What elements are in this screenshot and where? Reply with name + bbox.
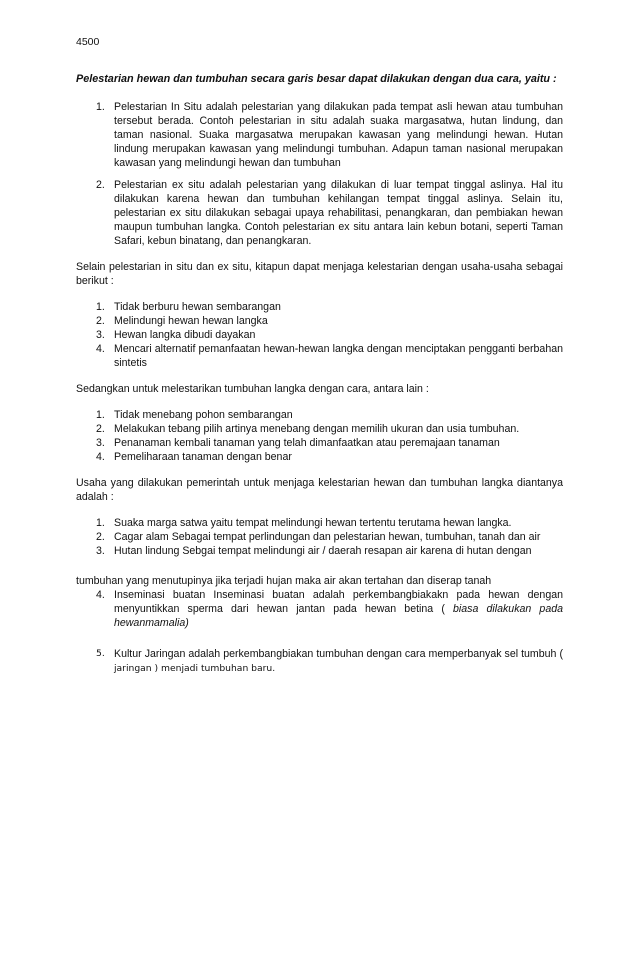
list-number: 1. xyxy=(96,409,105,421)
section3-list xyxy=(76,408,563,464)
list-item-text: Pelestarian ex situ adalah pelestarian yang dilakukan di luar tempat tinggal aslinya. Hal itu dilakukan karena hewan dan tumbuhan kehilangan tempat tinggal aslinya. Selain itu, pelestarian ex situ dilakukan sebagai upaya rehabilitasi, penangkaran, dan pembiakan hewan maupun tumbuhan langka. Contoh pelestarian ex situ antara lain kebun botani, seperti Taman Safari, kebun binatang, dan penangkaran. xyxy=(114,179,563,247)
list-number: 1. xyxy=(96,301,105,313)
list-item xyxy=(76,436,563,450)
italic-note: biasa dilakukan pada hewanmamalia) xyxy=(114,603,563,629)
list-item-text: Mencari alternatif pemanfaatan hewan-hewan langka dengan menciptakan pengganti berbahan sintetis xyxy=(114,343,563,369)
list-item xyxy=(76,450,563,464)
section2-list xyxy=(76,300,563,370)
list-number: 3. xyxy=(96,329,105,341)
page-number: 4500 xyxy=(76,36,100,48)
small-text: jaringan ) menjadi tumbuhan baru. xyxy=(114,663,276,674)
list-number: 4. xyxy=(96,343,105,355)
list-item-text: Tidak berburu hewan sembarangan xyxy=(114,301,281,313)
continuation-line: tumbuhan yang menutupinya jika terjadi hujan maka air akan tertahan dan diserap tanah xyxy=(76,575,492,587)
list-number: 3. xyxy=(96,545,105,557)
list-number: 3. xyxy=(96,437,105,449)
list-number: 4. xyxy=(96,589,105,601)
list-item xyxy=(76,300,563,314)
list-item xyxy=(76,530,563,544)
list-item-text: Suaka marga satwa yaitu tempat melindungi hewan tertentu terutama hewan langka. xyxy=(114,517,512,529)
list-number: 2. xyxy=(96,531,105,543)
item4-list xyxy=(76,588,563,630)
list-number: 1. xyxy=(96,517,105,529)
section4-intro: Usaha yang dilakukan pemerintah untuk menjaga kelestarian hewan dan tumbuhan langka diantanya adalah : xyxy=(76,477,563,503)
list-item-text: Melindungi hewan hewan langka xyxy=(114,315,268,327)
section2-intro: Selain pelestarian in situ dan ex situ, kitapun dapat menjaga kelestarian dengan usaha-usaha sebagai berikut : xyxy=(76,261,563,287)
list-item xyxy=(76,422,563,436)
list-item-text: Inseminasi buatan Inseminasi buatan adalah perkembangbiakakn pada hewan dengan menyuntikkan sperma dari hewan jantan pada hewan betina ( xyxy=(114,589,563,615)
section3-intro: Sedangkan untuk melestarikan tumbuhan langka dengan cara, antara lain : xyxy=(76,383,429,395)
list-item xyxy=(76,408,563,422)
list-item xyxy=(76,544,563,558)
list-item xyxy=(76,328,563,342)
list-number: 1. xyxy=(96,101,105,113)
document-body xyxy=(76,72,563,676)
methods-list xyxy=(76,100,563,248)
list-item-text: Hewan langka dibudi dayakan xyxy=(114,329,256,341)
list-item xyxy=(76,100,563,170)
list-number: 2. xyxy=(96,423,105,435)
list-item-text: Tidak menebang pohon sembarangan xyxy=(114,409,293,421)
list-item-text: Kultur Jaringan adalah perkembangbiakan tumbuhan dengan cara memperbanyak sel tumbuh ( xyxy=(114,648,563,660)
intro-paragraph: Pelestarian hewan dan tumbuhan secara garis besar dapat dilakukan dengan dua cara, yaitu : xyxy=(76,73,557,85)
list-item-text: Penanaman kembali tanaman yang telah dimanfaatkan atau peremajaan tanaman xyxy=(114,437,500,449)
list-item xyxy=(76,178,563,248)
list-number: 5. xyxy=(96,648,105,659)
list-item xyxy=(76,516,563,530)
list-item xyxy=(76,647,563,676)
item5-list xyxy=(76,647,563,676)
list-item xyxy=(76,314,563,328)
list-number: 4. xyxy=(96,451,105,463)
list-item xyxy=(76,588,563,630)
list-item-text: Cagar alam Sebagai tempat perlindungan dan pelestarian hewan, tumbuhan, tanah dan air xyxy=(114,531,541,543)
list-number: 2. xyxy=(96,315,105,327)
list-item-text: Hutan lindung Sebgai tempat melindungi air / daerah resapan air karena di hutan dengan xyxy=(114,545,532,557)
list-item-text: Pemeliharaan tanaman dengan benar xyxy=(114,451,292,463)
list-item-text: Melakukan tebang pilih artinya menebang dengan memilih ukuran dan usia tumbuhan. xyxy=(114,423,520,435)
section4-list xyxy=(76,516,563,558)
list-number: 2. xyxy=(96,179,105,191)
list-item-text: Pelestarian In Situ adalah pelestarian yang dilakukan pada tempat asli hewan atau tumbuhan tersebut berada. Contoh pelestarian in situ adalah suaka margasatwa, hutan lindung, dan taman nasional. Suaka margasatwa merupakan kawasan yang melindungi hewan. Hutan lindung merupakan kawasan yang melindungi tumbuhan. Adapun taman nasional merupakan kawasan yang melindungi hewan dan tumbuhan xyxy=(114,101,563,169)
list-item xyxy=(76,342,563,370)
